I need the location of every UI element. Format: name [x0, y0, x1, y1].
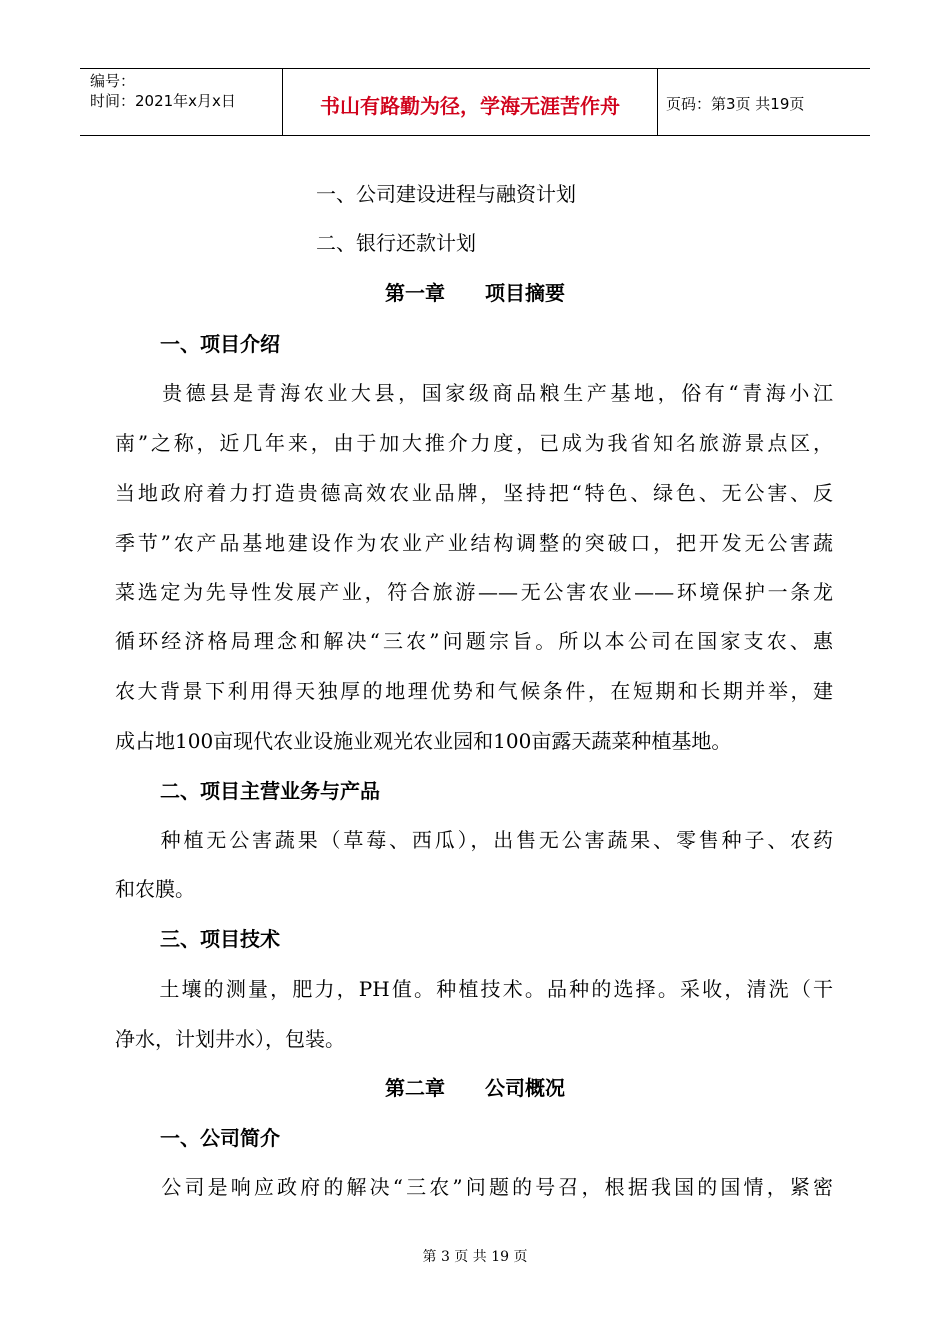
section-1-3-title: 三、项目技术	[160, 927, 280, 951]
toc-item-2: 二、银行还款计划	[316, 231, 476, 255]
toc-item-1: 一、公司建设进程与融资计划	[316, 182, 576, 206]
paragraph-line: 季节”农产品基地建设作为农业产业结构调整的突破口，把开发无公害蔬	[115, 531, 833, 555]
page-header	[80, 68, 870, 136]
paragraph-line-last: 成占地100亩现代农业设施业观光农业园和100亩露天蔬菜种植基地。	[115, 729, 732, 753]
header-page-label: 页码：第3页 共19页	[666, 94, 805, 113]
paragraph-line-last: 净水，计划井水），包装。	[115, 1027, 345, 1051]
chapter-2-title: 第二章 公司概况	[385, 1076, 565, 1100]
paragraph-line-last: 和农膜。	[115, 877, 195, 901]
paragraph-line: 循环经济格局理念和解决“三农”问题宗旨。所以本公司在国家支农、惠	[115, 629, 833, 653]
paragraph-line: 种植无公害蔬果（草莓、西瓜），出售无公害蔬果、零售种子、农药	[115, 828, 833, 852]
section-2-1-title: 一、公司简介	[160, 1126, 280, 1150]
header-time-label: 时间：2021年x月x日	[90, 92, 236, 110]
page-footer: 第 3 页 共 19 页	[422, 1249, 528, 1265]
chapter-1-title: 第一章 项目摘要	[385, 281, 565, 305]
paragraph-line: 当地政府着力打造贵德高效农业品牌，坚持把“特色、绿色、无公害、反	[115, 481, 833, 505]
section-1-2-title: 二、项目主营业务与产品	[160, 779, 380, 803]
paragraph-line: 农大背景下利用得天独厚的地理优势和气候条件，在短期和长期并举，建	[115, 679, 833, 703]
paragraph-line: 贵德县是青海农业大县，国家级商品粮生产基地，俗有“青海小江	[115, 381, 833, 405]
header-motto: 书山有路勤为径，学海无涯苦作舟	[283, 69, 658, 135]
paragraph-line: 南”之称，近几年来，由于加大推介力度，已成为我省知名旅游景点区，	[115, 431, 833, 455]
section-1-1-title: 一、项目介绍	[160, 332, 280, 356]
paragraph-line: 菜选定为先导性发展产业，符合旅游——无公害农业——环境保护一条龙	[115, 580, 833, 604]
header-meta	[80, 69, 283, 135]
paragraph-line: 公司是响应政府的解决“三农”问题的号召，根据我国的国情，紧密	[115, 1175, 833, 1199]
paragraph-line: 土壤的测量，肥力，PH值。种植技术。品种的选择。采收，清洗（干	[115, 977, 833, 1001]
header-number-label: 编号：	[90, 72, 136, 90]
